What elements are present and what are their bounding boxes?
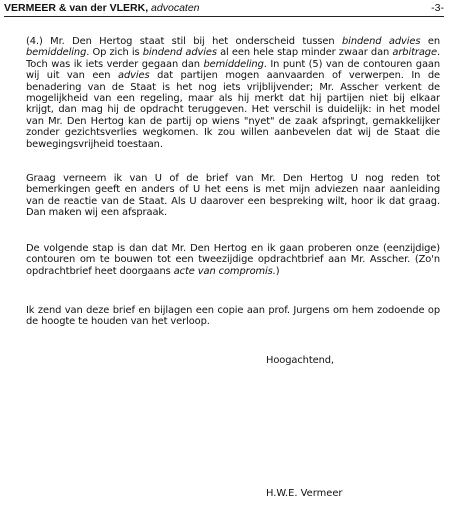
paragraph-reply-request: Graag verneem ik van U of de brief van Mr. Den Hertog U nog reden tot bemerkingen geeft en anders of U het eens is met mijn adviezen naar aanleiding van de reactie van de Staat. Als U daarover een bespreking wilt, hoor ik dat graag. Dan maken wij een afspraak. (26, 173, 440, 219)
text-run: al een hele stap minder zwaar dan (216, 47, 393, 59)
emphasis: advies (118, 70, 150, 82)
firm-suffix: advocaten (151, 2, 200, 14)
firm-name-text: VERMEER & van der VLERK, (4, 2, 149, 14)
emphasis: bindend advies (142, 47, 217, 59)
text-run: ) (275, 265, 280, 277)
text-run: . In punt (5) van de contouren gaan wij uit van een (26, 58, 441, 82)
text-run: De volgende stap is dan dat Mr. Den Hertog en ik gaan proberen onze (eenzijdige) contouren om te bouwen tot een tweezijdige opdrachtbrief aan Mr. Asscher. (Zo'n opdrachtbrief heet doorgaans (26, 242, 440, 277)
text-run: dat partijen mogen aanvaarden of verwerpen. In de benadering van de Staat is het nog iets vrijblijvender; Mr. Asscher verkent de mogelijkheid van een regeling, maar als hij merkt dat hij partijen niet bij elkaar krijgt, dan mag hij de opdracht teruggeven. Het verschil is duidelijk: in het model van Mr. Den Hertog kan de partij op wiens "nyet" de zaak afspringt, gemakkelijker zonder gezichtsverlies wegkomen. Ik zou willen aanbevelen dat wij de Staat die bewegingsvrijheid toestaan. (26, 70, 440, 150)
letterhead (4, 2, 444, 17)
emphasis: bindend advies (342, 36, 421, 47)
paragraph-copy-notice: Ik zend van deze brief en bijlagen een copie aan prof. Jurgens om hem zodoende op de hoogte te houden van het verloop. (26, 304, 440, 328)
emphasis: acte van compromis. (173, 265, 276, 277)
closing: Hoogachtend, (266, 354, 334, 366)
emphasis: arbitrage (392, 47, 437, 59)
text-run: . Op zich is (86, 47, 143, 59)
text-run: (4.) Mr. Den Hertog staat stil bij het onderscheid tussen (26, 36, 343, 47)
emphasis: bemiddeling (203, 58, 264, 70)
letter-body (26, 36, 440, 366)
page-number: -3- (431, 2, 444, 14)
text-run: en (420, 36, 440, 47)
firm-name (4, 2, 200, 14)
paragraph-next-step (26, 243, 440, 277)
emphasis: bemiddeling (26, 47, 87, 59)
signature: H.W.E. Vermeer (266, 488, 343, 499)
paragraph-4 (26, 36, 440, 150)
text-run: . Toch was ik iets verder gegaan dan (26, 47, 440, 70)
